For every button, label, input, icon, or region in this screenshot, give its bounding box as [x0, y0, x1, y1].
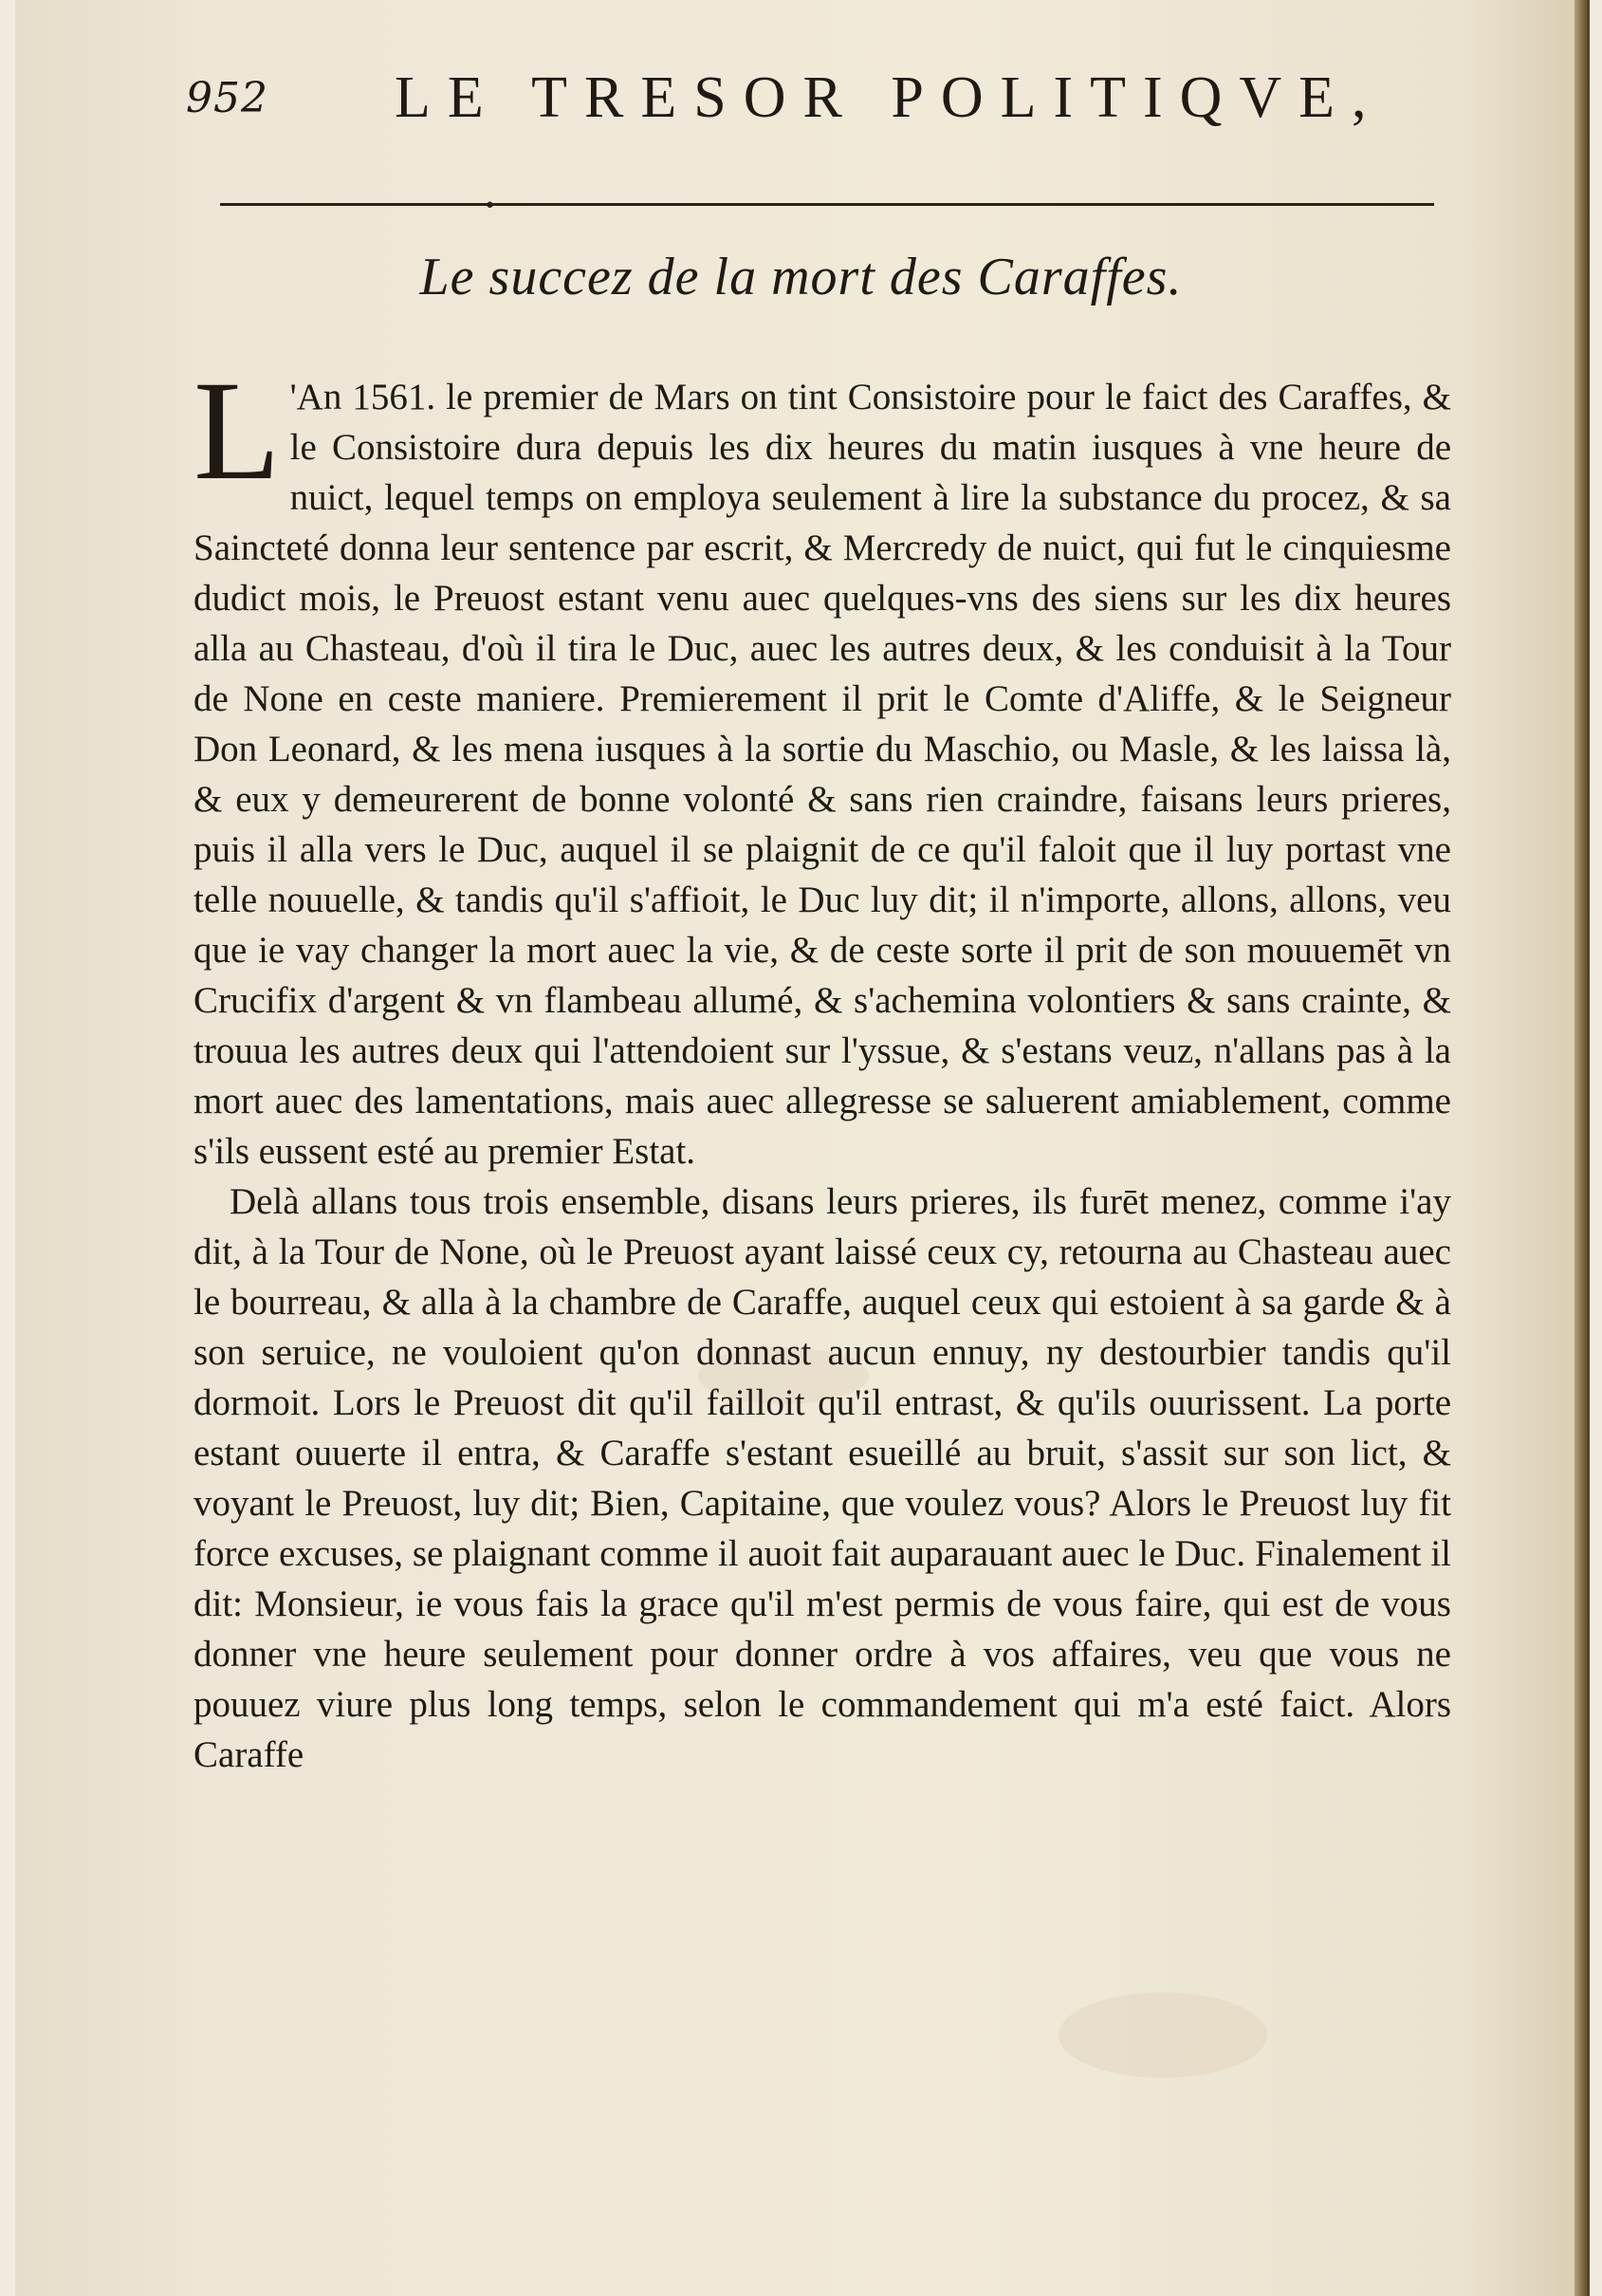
paper-stain	[1059, 1992, 1267, 2078]
drop-cap: L	[193, 352, 281, 509]
running-title: LE TRESOR POLITIQVE,	[395, 65, 1384, 130]
paragraph-1-text: 'An 1561. le premier de Mars on tint Consistoire pour le faict des Caraffes, & le Consistoire dura depuis les dix heures du matin iusques à vne heure de nuict, lequel temps on employa seulement à lire la substance du procez, & sa Saincteté donna leur sentence par escrit, & Mercredy de nuict, qui fut le cinquiesme dudict mois, le Preuost estant venu auec quelques-vns des siens sur les dix heures alla au Chasteau, d'où il tira le Duc, auec les autres deux, & les conduisit à la Tour de None en ceste maniere. Premierement il prit le Comte d'Aliffe, & le Seigneur Don Leonard, & les mena iusques à la sortie du Maschio, ou Masle, & les laissa là, & eux y demeurerent de bonne volonté & sans rien craindre, faisans leurs prieres, puis il alla vers le Duc, auquel il se plaignit de ce qu'il faloit que il luy portast vne telle nouuelle, & tandis qu'il s'affioit, le Duc luy dit; il n'importe, allons, allons, veu que ie vay changer la mort auec la vie, & de ceste sorte il prit de son mouuemēt vn Crucifix d'argent & vn flambeau allumé, & s'achemina volontiers & sans crainte, & trouua les autres deux qui l'attendoient sur l'yssue, & s'estans veuz, n'allans pas à la mort auec des lamentations, mais auec allegresse se saluerent amiablement, comme s'ils eussent esté au premier Estat.	[193, 377, 1451, 1172]
page-header	[186, 65, 1476, 150]
paragraph	[193, 1176, 1451, 1780]
paragraph-2-text: Delà allans tous trois ensemble, disans leurs prieres, ils furēt menez, comme i'ay dit, à la Tour de None, où le Preuost ayant laissé ceux cy, retourna au Chasteau auec le bourreau, & alla à la chambre de Caraffe, auquel ceux qui estoient à sa garde & à son seruice, ne vouloient qu'on donnast aucun ennuy, ny destourbier tandis qu'il dormoit. Lors le Preuost dit qu'il failloit qu'il entrast, & qu'ils ouurissent. La porte estant ouuerte il entra, & Caraffe s'estant esueillé au bruit, s'assit sur son lict, & voyant le Preuost, luy dit; Bien, Capitaine, que voulez vous? Alors le Preuost luy fit force excuses, se plaignant comme il auoit fait auparauant auec le Duc. Finalement il dit: Monsieur, ie vous fais la grace qu'il m'est permis de vous faire, qui est de vous donner vne heure seulement pour donner ordre à vos affaires, veu que vous ne pouuez viure plus long temps, selon le commandement qui m'a esté faict. Alors Caraffe	[193, 1181, 1451, 1775]
paragraph	[193, 352, 1451, 1176]
header-rule	[220, 203, 1434, 206]
section-heading: Le succez de la mort des Caraffes.	[419, 248, 1183, 306]
rule-ornament: •	[484, 194, 496, 218]
page-fore-edge	[1574, 0, 1590, 2296]
page-number: 952	[186, 74, 268, 122]
body-text	[193, 352, 1451, 1780]
